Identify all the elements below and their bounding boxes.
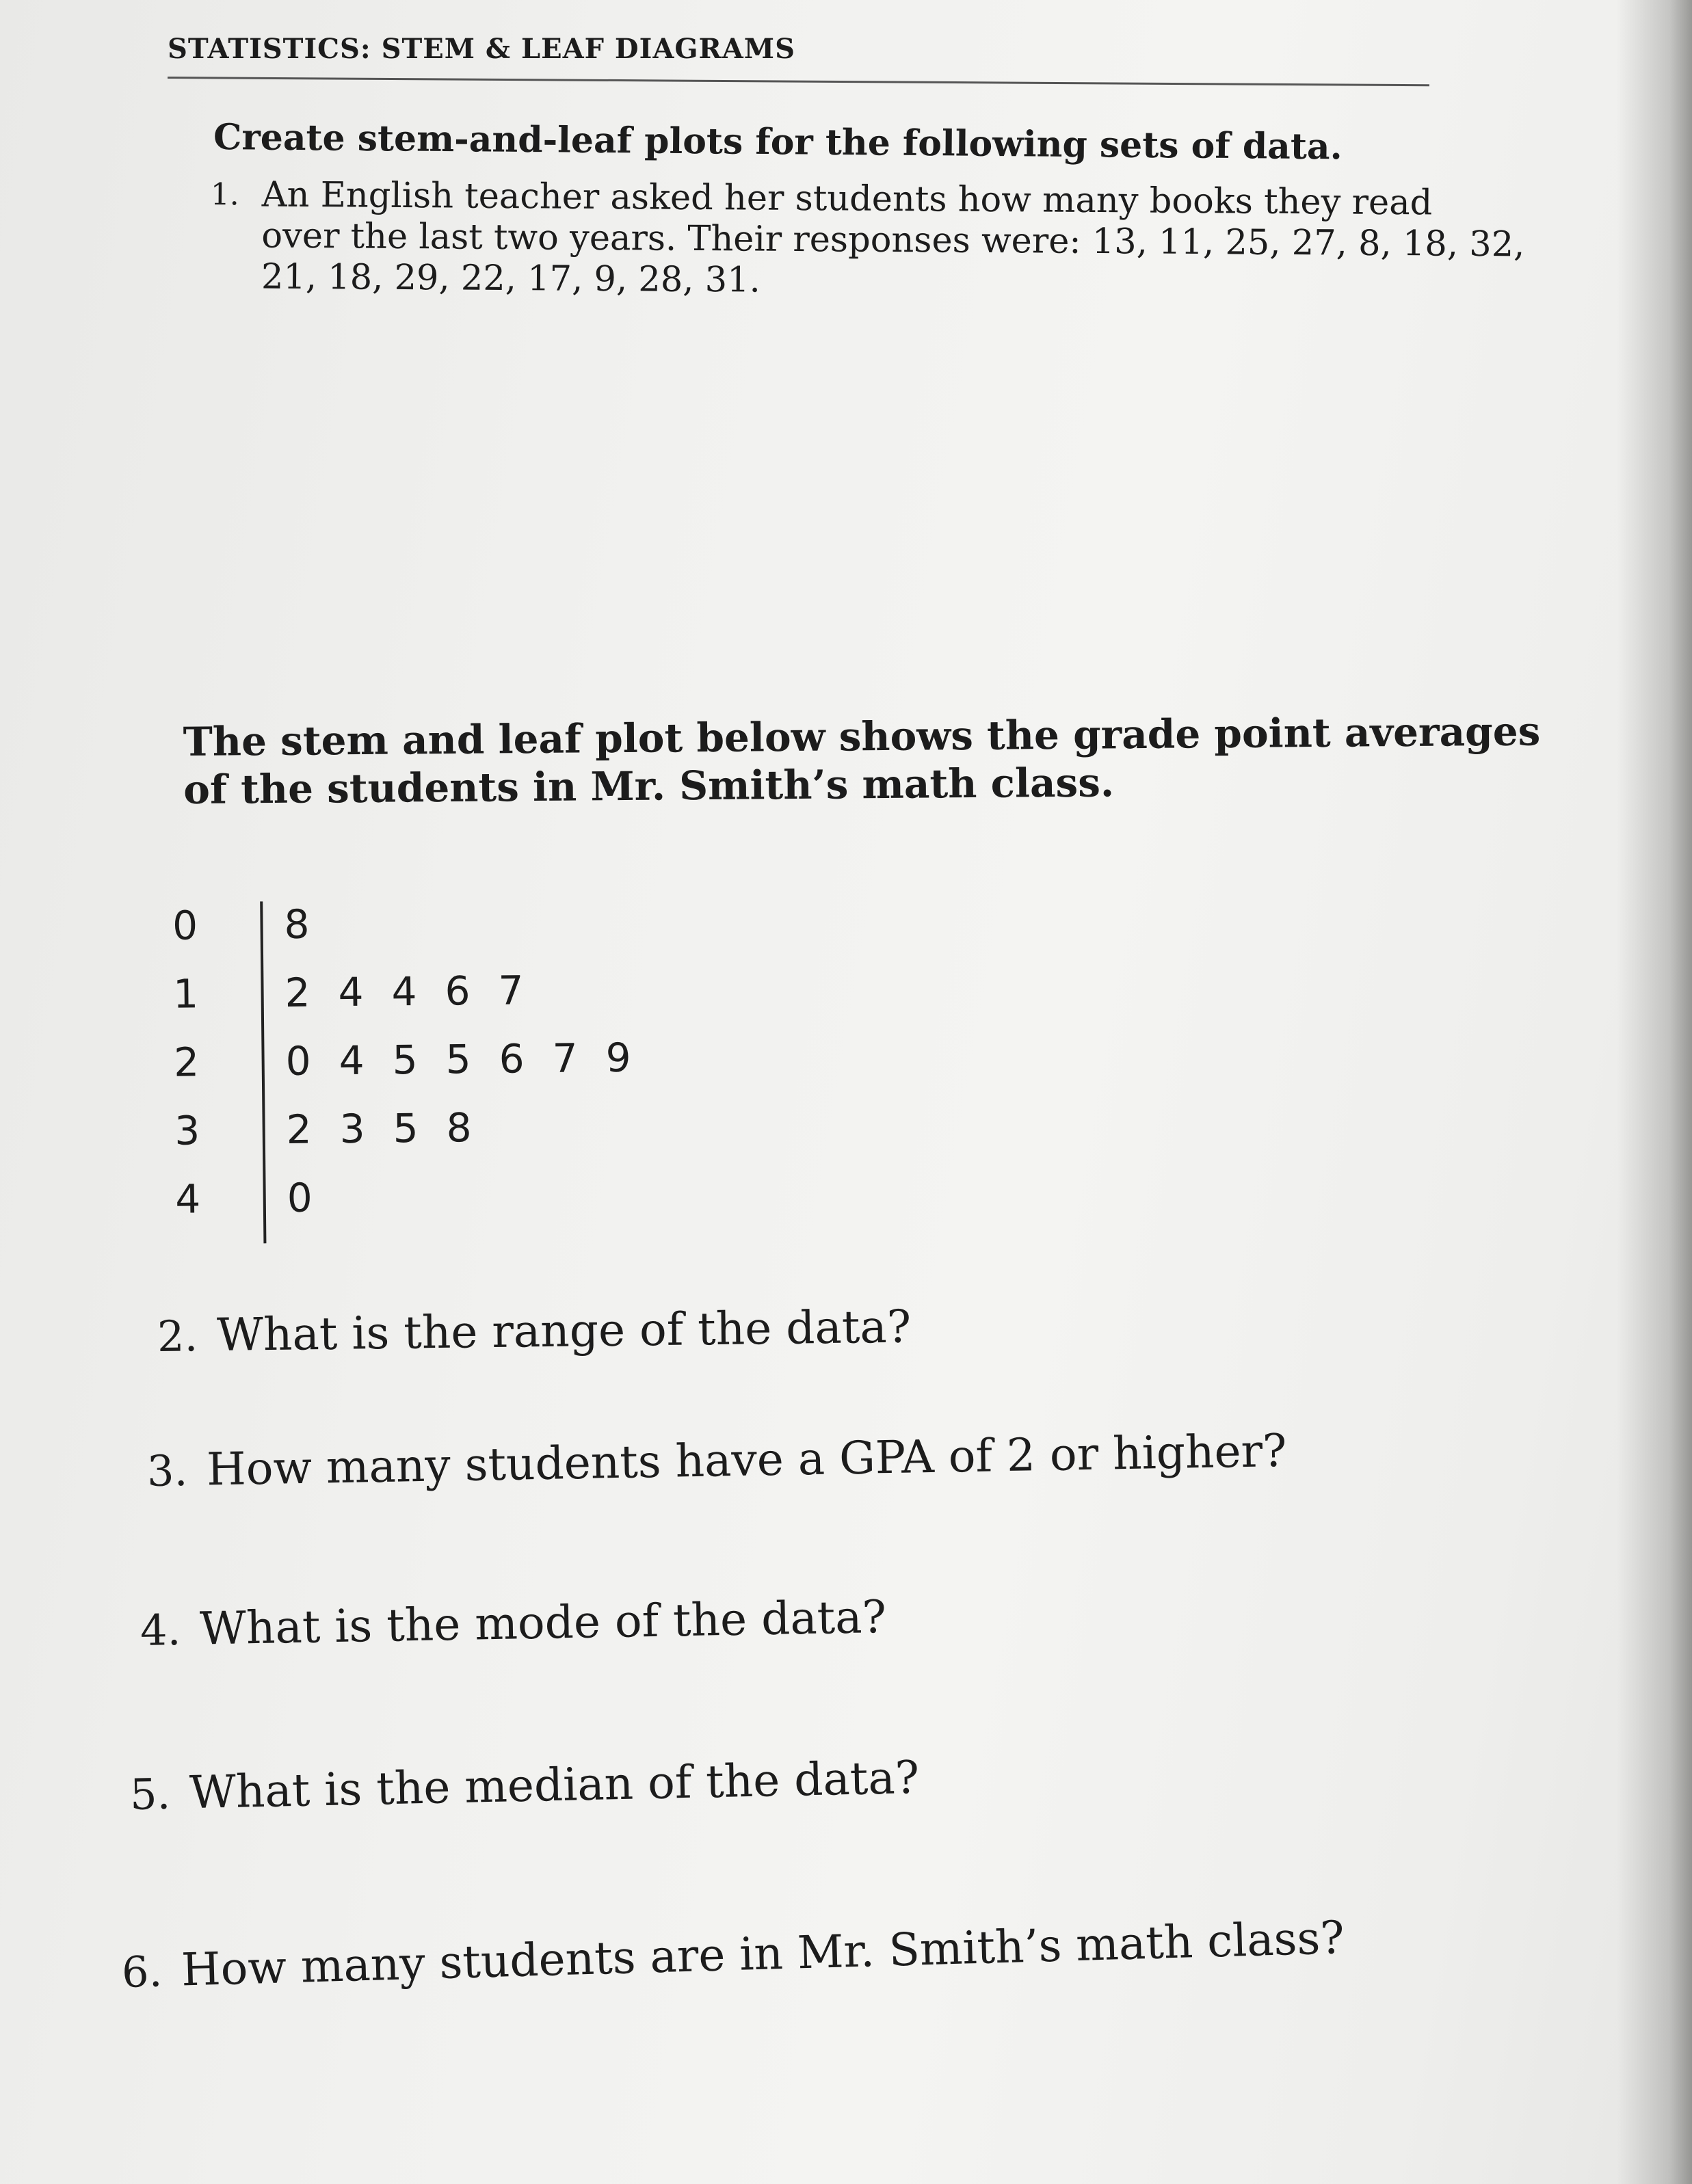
plot-stem: 2: [173, 1039, 200, 1086]
stem-divider-line: [260, 901, 266, 1243]
plot-leaf: 3: [339, 1105, 365, 1153]
plot-row: [154, 901, 310, 964]
page-edge-shadow: [1617, 0, 1692, 2184]
question-1-line: An English teacher asked her students how many books they read: [261, 174, 1433, 224]
question-4-number: 4.: [140, 1604, 181, 1655]
plot-intro-line: The stem and leaf plot below shows the grade point averages: [183, 708, 1541, 765]
plot-leaf: 4: [391, 968, 417, 1015]
plot-leaf: 2: [286, 1106, 312, 1153]
plot-row: [155, 1034, 631, 1101]
plot-leaf: 0: [287, 1174, 313, 1221]
plot-intro-line: of the students in Mr. Smith’s math class.: [183, 759, 1115, 813]
plot-stem: 4: [174, 1175, 201, 1223]
stem-leaf-plot: [154, 883, 739, 1244]
plot-row: [156, 1104, 472, 1169]
question-6-number: 6.: [121, 1946, 163, 1997]
plot-leaf: 0: [285, 1037, 311, 1084]
plot-leaf: 8: [446, 1104, 472, 1151]
plot-leaf: 6: [499, 1035, 525, 1082]
question-2: [157, 1301, 912, 1362]
plot-leaf: 4: [338, 968, 364, 1016]
question-5-number: 5.: [129, 1768, 171, 1820]
worksheet-header-title: STATISTICS: STEM & LEAF DIAGRAMS: [168, 33, 795, 65]
plot-stem: 3: [174, 1107, 200, 1154]
plot-leaves: [284, 901, 338, 948]
question-1-number: 1.: [210, 176, 239, 213]
question-3-number: 3.: [146, 1445, 188, 1496]
instructions-text: Create stem-and-leaf plots for the following sets of data.: [213, 116, 1343, 168]
plot-leaf: 5: [392, 1036, 418, 1084]
plot-leaf: 5: [393, 1104, 419, 1152]
question-1-line: over the last two years. Their responses were: 13, 11, 25, 27, 8, 18, 32,: [261, 215, 1525, 265]
question-2-text: What is the range of the data?: [216, 1300, 912, 1361]
plot-leaf: 6: [445, 968, 471, 1015]
plot-leaf: 7: [552, 1035, 578, 1082]
plot-leaf: 8: [284, 901, 310, 948]
plot-leaf: 9: [605, 1034, 631, 1082]
plot-leaves: [285, 1034, 659, 1084]
question-1-line: 21, 18, 29, 22, 17, 9, 28, 31.: [261, 256, 761, 301]
question-3-text: How many students have a GPA of 2 or higher?: [206, 1424, 1288, 1496]
plot-leaves: [286, 1104, 500, 1153]
question-2-number: 2.: [157, 1311, 198, 1361]
question-5-text: What is the median of the data?: [189, 1750, 920, 1820]
plot-leaf: 2: [285, 969, 310, 1016]
plot-leaf: 7: [498, 967, 524, 1014]
plot-leaf: 4: [339, 1037, 365, 1084]
question-4-text: What is the mode of the data?: [199, 1590, 887, 1655]
plot-leaves: [285, 967, 552, 1016]
plot-stem: 1: [172, 970, 199, 1017]
plot-intro: [183, 707, 1541, 814]
plot-leaf: 5: [445, 1036, 471, 1083]
plot-leaves: [287, 1174, 341, 1221]
question-6-text: How many students are in Mr. Smith’s math class?: [181, 1911, 1345, 1997]
question-1-text: [261, 174, 1525, 307]
plot-stem: 0: [172, 902, 198, 949]
